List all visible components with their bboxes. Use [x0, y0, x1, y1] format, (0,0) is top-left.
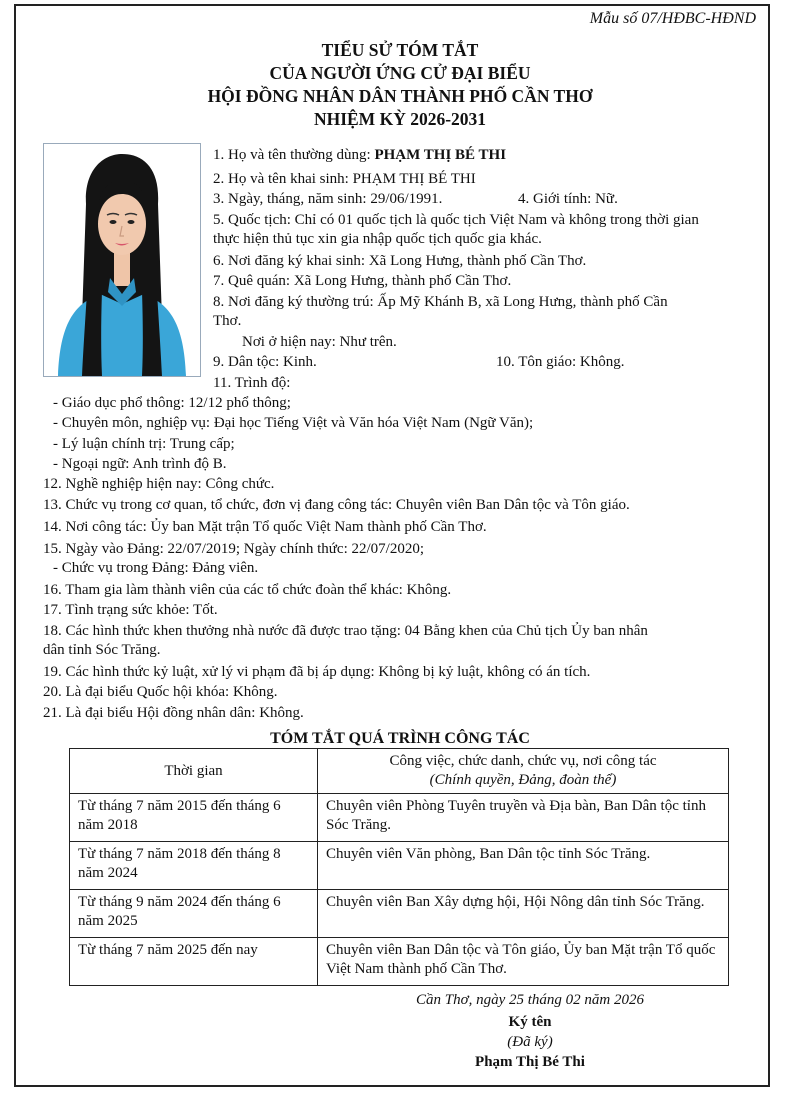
row-time: Từ tháng 7 năm 2015 đến tháng 6 năm 2018 — [70, 794, 318, 842]
form-number: Mẫu số 07/HĐBC-HĐND — [589, 10, 756, 27]
table-row — [70, 794, 729, 842]
work-history-title: TÓM TẮT QUÁ TRÌNH CÔNG TÁC — [270, 730, 530, 747]
field-10: 10. Tôn giáo: Không. — [496, 354, 625, 370]
field-15: 15. Ngày vào Đảng: 22/07/2019; Ngày chính thức: 22/07/2020; — [43, 541, 424, 557]
field-5-b: thực hiện thủ tục xin gia nhập quốc tịch quốc gia khác. — [213, 231, 542, 247]
signature-name: Phạm Thị Bé Thi — [475, 1054, 585, 1070]
field-4: 4. Giới tính: Nữ. — [518, 191, 618, 207]
field-12: 12. Nghề nghiệp hiện nay: Công chức. — [43, 476, 275, 492]
field-19: 19. Các hình thức kỷ luật, xử lý vi phạm đã bị áp dụng: Không bị kỷ luật, không có án tích. — [43, 664, 591, 680]
row-time: Từ tháng 7 năm 2025 đến nay — [70, 938, 318, 986]
row-job: Chuyên viên Ban Dân tộc và Tôn giáo, Ủy ban Mặt trận Tổ quốc Việt Nam thành phố Cần Thơ. — [318, 938, 729, 986]
field-18-a: 18. Các hình thức khen thưởng nhà nước đã được trao tặng: 04 Bằng khen của Chủ tịch Ủy ban nhân — [43, 623, 648, 639]
field-1-label: 1. Họ và tên thường dùng: — [213, 147, 375, 163]
header-time: Thời gian — [70, 749, 318, 794]
field-6: 6. Nơi đăng ký khai sinh: Xã Long Hưng, thành phố Cần Thơ. — [213, 253, 587, 269]
field-15-a: - Chức vụ trong Đảng: Đảng viên. — [53, 560, 259, 576]
row-job: Chuyên viên Văn phòng, Ban Dân tộc tỉnh Sóc Trăng. — [318, 842, 729, 890]
field-20: 20. Là đại biểu Quốc hội khóa: Không. — [43, 684, 278, 700]
signature-place-date: Cần Thơ, ngày 25 tháng 02 năm 2026 — [415, 992, 644, 1008]
field-1 — [213, 146, 506, 165]
header-job — [318, 749, 729, 794]
field-8-a: 8. Nơi đăng ký thường trú: Ấp Mỹ Khánh B, xã Long Hưng, thành phố Cần — [213, 294, 668, 310]
title-line-1: TIỂU SỬ TÓM TẮT — [321, 40, 479, 60]
field-16: 16. Tham gia làm thành viên của các tổ chức đoàn thể khác: Không. — [43, 582, 452, 598]
portrait-illustration — [44, 144, 200, 376]
row-job: Chuyên viên Ban Xây dựng hội, Hội Nông dân tỉnh Sóc Trăng. — [318, 890, 729, 938]
table-row — [70, 890, 729, 938]
field-11-c: - Lý luận chính trị: Trung cấp; — [53, 436, 235, 452]
table-header-row — [70, 749, 729, 794]
field-8-c: Nơi ở hiện nay: Như trên. — [242, 334, 397, 350]
field-14: 14. Nơi công tác: Ủy ban Mặt trận Tổ quốc Việt Nam thành phố Cần Thơ. — [43, 519, 487, 535]
field-18-b: dân tỉnh Sóc Trăng. — [43, 642, 161, 658]
field-7: 7. Quê quán: Xã Long Hưng, thành phố Cần Thơ. — [213, 273, 512, 289]
title-line-2: CỦA NGƯỜI ỨNG CỬ ĐẠI BIỂU — [269, 63, 531, 83]
field-8-b: Thơ. — [213, 313, 242, 329]
field-13: 13. Chức vụ trong cơ quan, tổ chức, đơn vị đang công tác: Chuyên viên Ban Dân tộc và Tôn giáo. — [43, 497, 630, 513]
field-11-a: - Giáo dục phổ thông: 12/12 phổ thông; — [53, 395, 291, 411]
field-17: 17. Tình trạng sức khỏe: Tốt. — [43, 602, 218, 618]
field-9: 9. Dân tộc: Kinh. — [213, 354, 317, 370]
row-job: Chuyên viên Phòng Tuyên truyền và Địa bàn, Ban Dân tộc tỉnh Sóc Trăng. — [318, 794, 729, 842]
title-line-4: NHIỆM KỲ 2026-2031 — [313, 109, 487, 129]
portrait-photo — [43, 143, 201, 377]
row-time: Từ tháng 7 năm 2018 đến tháng 8 năm 2024 — [70, 842, 318, 890]
field-5-a: 5. Quốc tịch: Chỉ có 01 quốc tịch là quốc tịch Việt Nam và không trong thời gian — [213, 212, 699, 228]
field-11-b: - Chuyên môn, nghiệp vụ: Đại học Tiếng Việt và Văn hóa Việt Nam (Ngữ Văn); — [53, 415, 534, 431]
header-job-line-1: Công việc, chức danh, chức vụ, nơi công tác — [389, 753, 657, 769]
work-history-table — [69, 748, 729, 986]
header-job-line-2: (Chính quyền, Đảng, đoàn thể) — [429, 772, 617, 788]
field-11: 11. Trình độ: — [213, 375, 291, 391]
title-line-3: HỘI ĐỒNG NHÂN DÂN THÀNH PHỐ CẦN THƠ — [207, 86, 593, 106]
signature-label: Ký tên — [508, 1014, 552, 1030]
field-3: 3. Ngày, tháng, năm sinh: 29/06/1991. — [213, 191, 443, 207]
table-row — [70, 938, 729, 986]
signature-signed-note: (Đã ký) — [507, 1034, 553, 1050]
field-11-d: - Ngoại ngữ: Anh trình độ B. — [53, 456, 227, 472]
field-1-value: PHẠM THỊ BÉ THI — [374, 147, 507, 163]
row-time: Từ tháng 9 năm 2024 đến tháng 6 năm 2025 — [70, 890, 318, 938]
table-row — [70, 842, 729, 890]
field-21: 21. Là đại biểu Hội đồng nhân dân: Không. — [43, 705, 304, 721]
field-2: 2. Họ và tên khai sinh: PHẠM THỊ BÉ THI — [213, 171, 476, 187]
